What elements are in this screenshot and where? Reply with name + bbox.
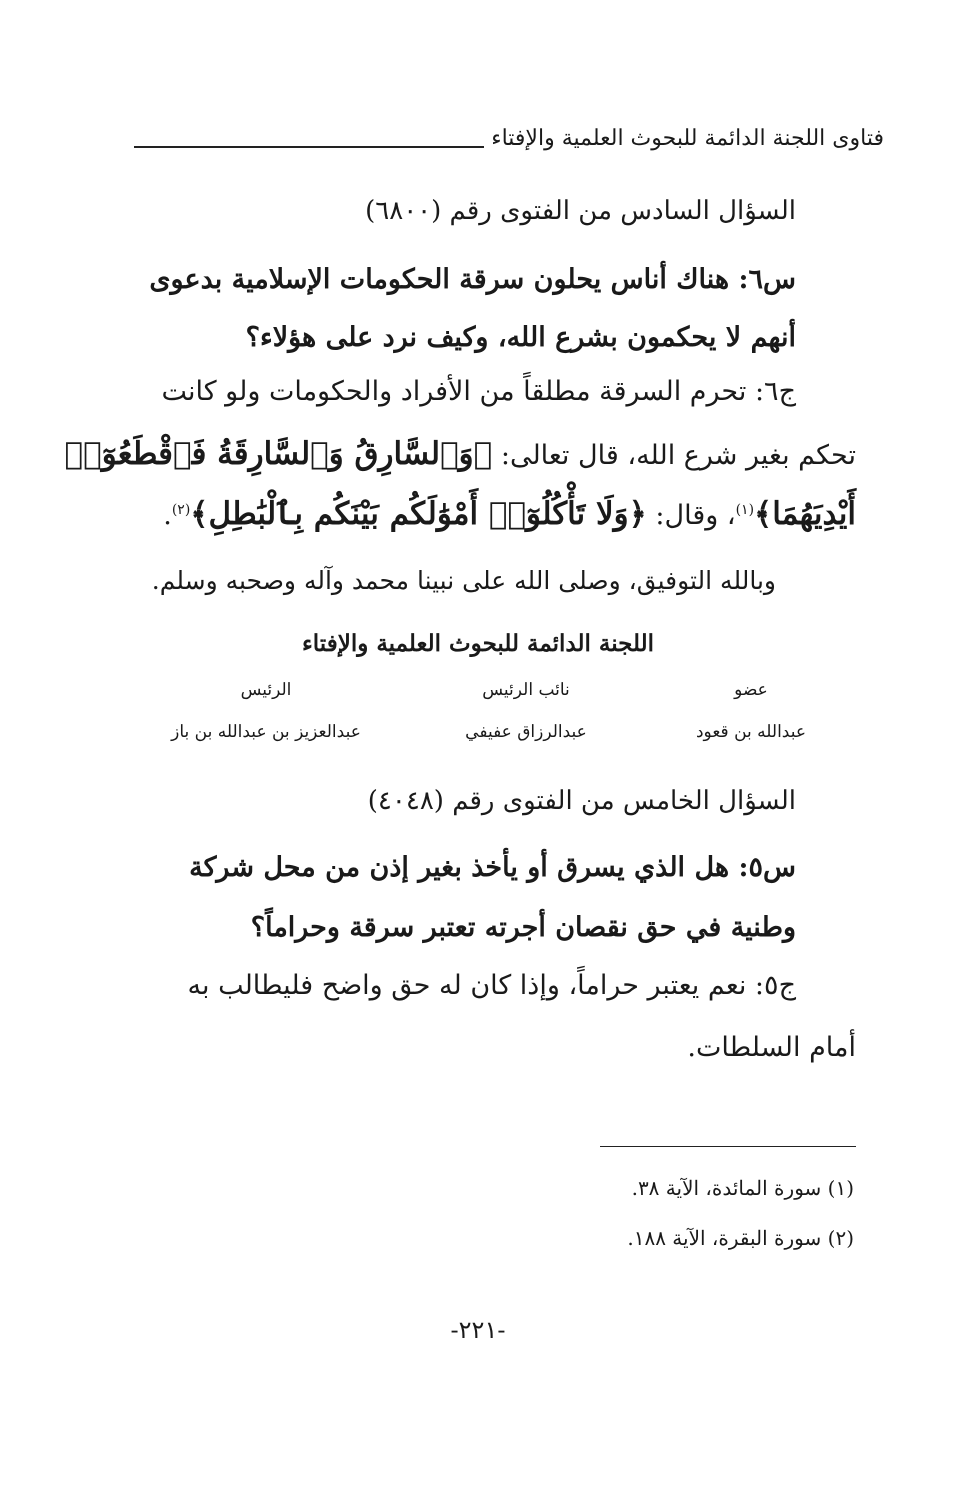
footnote-1: (١) سورة المائدة، الآية ٣٨. [631,1176,854,1200]
signature-title: نائب الرئيس [482,680,570,700]
footnote-2: (٢) سورة البقرة، الآية ١٨٨. [627,1226,854,1250]
signature-vice-president [441,680,611,742]
answer-6-line-3-end: . [163,500,172,531]
answer-6-line-2 [65,436,856,472]
closing-formula: وبالله التوفيق، وصلى الله على نبينا محمد وآله وصحبه وسلم. [151,566,776,595]
footnote-ref-2: (٢) [171,502,191,518]
fatwa-4048-heading: السؤال الخامس من الفتوى رقم (٤٠٤٨) [367,786,796,816]
footnote-ref-1: (١) [735,502,755,518]
signature-title: عضو [734,680,768,700]
question-6-line-1: س٦: هناك أناس يحلون سرقة الحكومات الإسلامية بدعوى [149,264,796,295]
page-number: -٢٢١- [450,1316,506,1344]
fatwa-6800-heading: السؤال السادس من الفتوى رقم (٦٨٠٠) [365,196,796,226]
signature-name: عبدالرزاق عفيفي [465,722,587,742]
answer-6-line-2-text: تحكم بغير شرع الله، قال تعالى: [500,440,856,471]
answer-6-line-1: ج٦: تحرم السرقة مطلقاً من الأفراد والحكومات ولو كانت [161,376,796,407]
committee-name: اللجنة الدائمة للبحوث العلمية والإفتاء [301,630,655,657]
signature-member [676,680,826,742]
answer-5-line-2: أمام السلطات. [687,1032,856,1063]
running-title: فتاوى اللجنة الدائمة للبحوث العلمية والإفتاء [491,126,884,151]
footnote-rule [600,1146,856,1147]
answer-5-line-1: ج٥: نعم يعتبر حراماً، وإذا كان له حق واضح فليطالب به [187,970,796,1001]
signature-name: عبدالعزيز بن عبدالله بن باز [171,722,361,742]
question-5-line-1: س٥: هل الذي يسرق أو يأخذ بغير إذن من محل شركة [189,852,796,883]
header-rule [134,146,484,148]
answer-6-line-3 [163,496,856,532]
signature-name: عبدالله بن قعود [695,722,806,742]
quran-verse-baqarah: ﴿وَلَا تَأْكُلُوٓا۟ أَمْوَٰلَكُم بَيْنَكُم بِٱلْبَٰطِلِ﴾ [190,496,647,532]
question-6-line-2: أنهم لا يحكمون بشرع الله، وكيف نرد على هؤلاء؟ [245,322,796,353]
quran-verse-maidah: ﴿وَٱلسَّارِقُ وَٱلسَّارِقَةُ فَٱقْطَعُوٓا۟ [64,436,493,472]
signature-president [151,680,381,742]
signature-title: الرئيس [240,680,292,700]
answer-6-line-3-text: ، وقال: [655,500,736,531]
quran-verse-maidah-end: أَيْدِيَهُمَا﴾ [754,496,856,532]
question-5-line-2: وطنية في حق نقصان أجرته تعتبر سرقة وحراماً؟ [250,912,796,943]
